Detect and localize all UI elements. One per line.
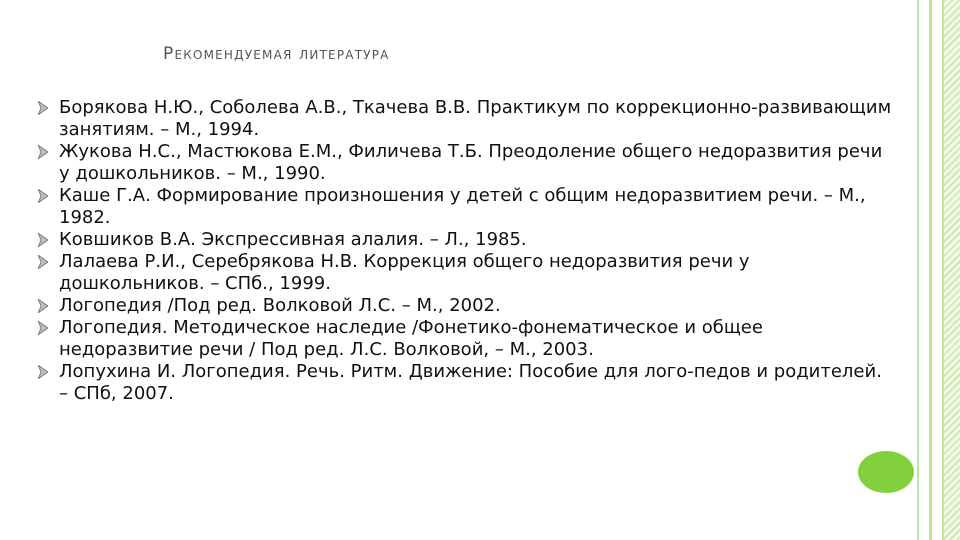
list-item: [38, 229, 893, 251]
reference-list: [38, 97, 893, 405]
arrowhead-bullet-icon: [38, 365, 48, 379]
list-item: [38, 251, 893, 295]
frame-line: [917, 0, 919, 540]
list-item: [38, 97, 893, 141]
list-item: [38, 317, 893, 361]
list-item-text: Борякова Н.Ю., Соболева А.В., Ткачева В.В. Практикум по коррекционно-развивающим занятиям. – М., 1994.: [59, 97, 892, 140]
list-item-text: Лопухина И. Логопедия. Речь. Ритм. Движение: Пособие для лого-педов и родителей. – СПб, 2007.: [59, 361, 882, 404]
list-item: [38, 141, 893, 185]
arrowhead-bullet-icon: [38, 299, 48, 313]
list-item: [38, 361, 893, 405]
green-dot-decoration: [858, 451, 914, 493]
arrowhead-bullet-icon: [38, 101, 48, 115]
arrowhead-bullet-icon: [38, 321, 48, 335]
list-item-text: Ковшиков В.А. Экспрессивная алалия. – Л., 1985.: [59, 229, 527, 250]
arrowhead-bullet-icon: [38, 255, 48, 269]
slide-title: Рекомендуемая литература: [163, 44, 390, 64]
list-item-text: Логопедия /Под ред. Волковой Л.С. – М., 2002.: [59, 295, 501, 316]
list-item-text: Лалаева Р.И., Серебрякова Н.В. Коррекция общего недоразвития речи у дошкольников. – СПб., 1999.: [59, 251, 750, 294]
frame-line: [929, 0, 932, 540]
list-item: [38, 185, 893, 229]
arrowhead-bullet-icon: [38, 189, 48, 203]
list-item-text: Логопедия. Методическое наследие /Фонетико-фонематическое и общее недоразвитие речи / Под ред. Л.С. Волковой, – М., 2003.: [59, 317, 763, 360]
list-item-text: Каше Г.А. Формирование произношения у детей с общим недоразвитием речи. – М., 1982.: [59, 185, 866, 228]
arrowhead-bullet-icon: [38, 145, 48, 159]
frame-stripes: [944, 0, 960, 540]
list-item: [38, 295, 893, 317]
list-item-text: Жукова Н.С., Мастюкова Е.М., Филичева Т.Б. Преодоление общего недоразвития речи у дошкольников. – М., 1990.: [59, 141, 883, 184]
arrowhead-bullet-icon: [38, 233, 48, 247]
